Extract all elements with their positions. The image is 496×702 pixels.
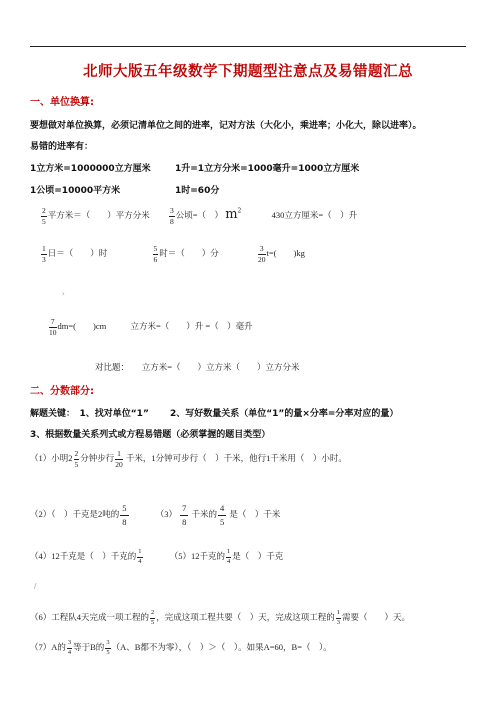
question-text: （6）工程队4天完成一项工程的	[30, 611, 150, 622]
question-text: 分钟步行	[80, 452, 115, 463]
question-7	[30, 640, 332, 656]
exercise-text: 平方米＝（ ）平方分米	[47, 210, 150, 220]
fraction: $\frac{5}{6}$	[153, 244, 158, 264]
fraction: $\frac{3}{5}$	[106, 639, 110, 656]
question-text: 需要（ ）天。	[342, 611, 411, 622]
contrast-line: 对比题： 立方米=（ ）立方米（ ）立方分米	[95, 362, 300, 372]
unit-square-meter: $m^2$	[225, 207, 242, 222]
exercise-row-3	[48, 318, 253, 336]
key-points: 解题关键： 1、找对单位“1” 2、写好数量关系（单位“1”的量×分率=分率对应的量）	[30, 409, 399, 419]
question-text: 是（ ）千米	[229, 508, 281, 519]
fraction: $\frac{5}{8}$	[122, 503, 127, 527]
exercise-row-2	[40, 245, 305, 263]
exercise-text: 时＝（ ）分	[159, 247, 219, 258]
exercise-text: 公顷=（ ）	[175, 210, 224, 220]
rates-label: 易错的进率有：	[30, 142, 94, 152]
question-2-3	[30, 504, 280, 526]
fraction: $\frac{1}{20}$	[115, 449, 123, 469]
fraction: $\frac{4}{5}$	[220, 503, 225, 527]
intro-text: 要想做对单位换算，必须记清单位之间的进率，记对方法（大化小，乘进率；小化大，除以进率）。	[30, 121, 422, 131]
question-4-5	[30, 549, 283, 565]
page-title: 北师大版五年级数学下期题型注意点及易错题汇总	[83, 63, 413, 80]
fraction: $\frac{3}{8}$	[170, 206, 174, 226]
question-text: （7）A的	[30, 641, 66, 652]
question-text: （A、B都不为零），（ ）＞（ ）。如果A=60，B=（ ）。	[111, 641, 332, 652]
question-text: （1）小明	[30, 452, 69, 463]
exercise-text: t=( )kg	[266, 247, 305, 258]
exercise-text: 430立方厘米=（ ）升	[271, 210, 358, 220]
fraction: $\frac{1}{3}$	[336, 609, 341, 626]
fraction: $\frac{2}{5}$	[42, 206, 46, 226]
header-rule	[30, 46, 466, 47]
question-text: 千米的	[191, 508, 218, 519]
question-1	[30, 450, 347, 468]
fraction: $\frac{7}{10}$	[49, 317, 57, 337]
exercise-text: dm=( )cm	[57, 320, 107, 331]
stray-mark: /	[34, 582, 37, 590]
question-text: （5）12千克的	[169, 550, 226, 561]
rate-hour: 1时=60分	[175, 186, 220, 196]
subheading-3: 3、根据数量关系列式或方程易错题（必须掌握的题目类型）	[30, 430, 271, 440]
fraction: $\frac{1}{4}$	[227, 548, 231, 565]
question-text: 等于B的	[73, 641, 105, 652]
exercise-text: 日＝（ ）时	[47, 247, 108, 258]
mixed-whole: 2	[68, 452, 73, 463]
section-2-heading: 二、分数部分:	[30, 386, 94, 397]
rate-liter: 1升=1立方分米=1000毫升=1000立方厘米	[175, 164, 360, 174]
fraction: $\frac{2}{5}$	[151, 609, 155, 626]
question-text: （2）（ ）千克是2吨的	[30, 508, 120, 519]
fraction: $\frac{1}{3}$	[42, 244, 46, 264]
fraction: $\frac{3}{20}$	[258, 244, 266, 264]
rate-volume: 1立方米=1000000立方厘米	[30, 164, 151, 174]
question-text: 是（ ）千克	[232, 550, 284, 561]
question-text: （4）12千克是（ ）千克的	[30, 550, 137, 561]
fraction: $\frac{7}{8}$	[182, 503, 187, 527]
exercise-row-1	[40, 207, 357, 225]
question-text: （3）	[155, 508, 178, 519]
stray-mark: ›	[62, 290, 65, 298]
exercise-text: 立方米=（ ）升 =（ ）毫升	[130, 320, 253, 331]
question-6	[30, 610, 410, 626]
question-text: ，完成这项工程共要（ ）天，完成这项工程的	[156, 611, 335, 622]
section-1-heading: 一、单位换算:	[30, 97, 94, 108]
fraction: $\frac{3}{4}$	[67, 639, 72, 656]
rate-hectare: 1公顷=10000平方米	[30, 186, 121, 196]
question-text: 千米，1分钟可步行（ ）千米，他行1千米用（ ）小时。	[125, 452, 347, 463]
fraction: $\frac{1}{4}$	[138, 548, 142, 565]
fraction: $\frac{2}{5}$	[74, 449, 79, 469]
